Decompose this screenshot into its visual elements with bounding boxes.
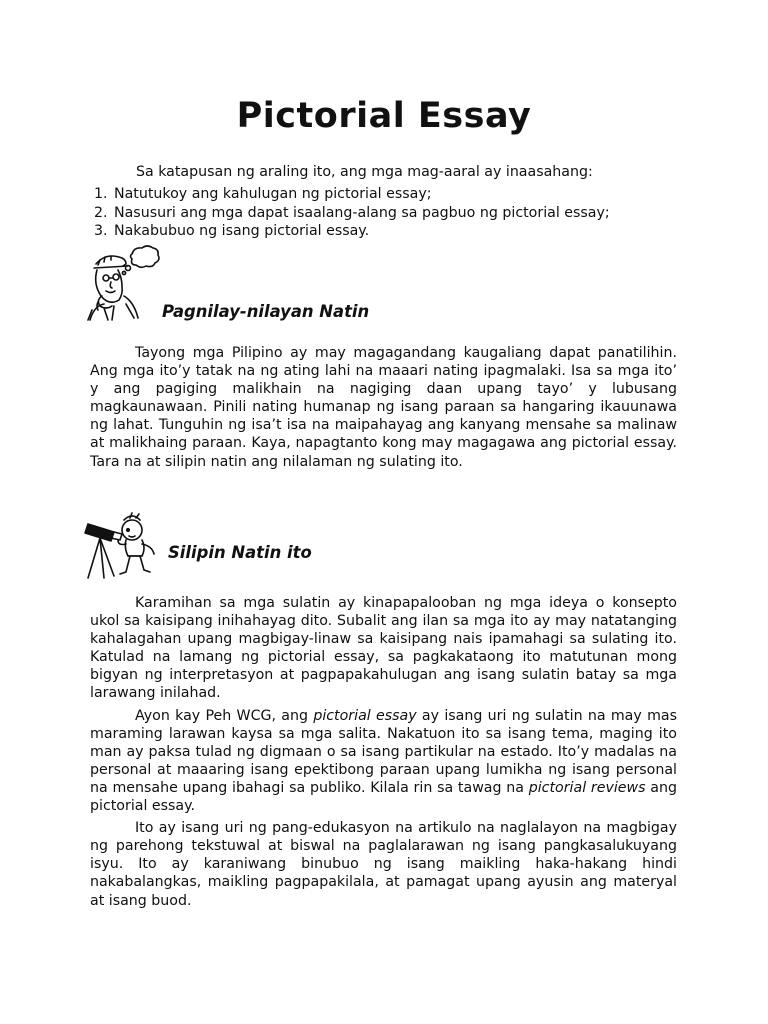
emphasis-term: pictorial reviews <box>528 779 646 796</box>
paragraph: Tayong mga Pilipino ay may magagandang kaugaliang dapat panatilihin. Ang mga ito’y tatak na ng ating lahi na maaari nating ipagmalaki. Isa sa mga ito’ y ang pagiging malikhain na nagiging daan upang tayo’ y lubusang magkaunawaan. Pinili nating humanap ng isang paraan sa hangaring ikauunawa ng lahat. Tunguhin ng isa’t isa na maipahayag ang kanyang mensahe sa malinaw at malikhaing paraan. Kaya, napagtanto kong may magagawa ang pictorial essay. Tara na at silipin natin ang nilalaman ng sulating ito. <box>90 345 677 470</box>
objective-item: 1. Natutukoy ang kahulugan ng pictorial essay; <box>112 185 680 204</box>
child-telescope-icon <box>84 512 158 582</box>
learning-objectives <box>90 163 680 241</box>
paragraph: Ayon kay Peh WCG, ang pictorial essay ay isang uri ng sulatin na may mas maraming larawan kaysa sa mga salita. Nakatuon ito sa isang tema, maging ito man ay paksa tulad ng digmaan o sa isang partikular na estado. Ito’y madalas na personal at maaaring isang epektibong paraan upang lumikha ng isang personal na mensahe upang ibahagi sa publiko. Kilala rin sa tawag na pictorial reviews ang pictorial essay. <box>90 707 677 815</box>
thinking-person-icon <box>84 244 162 322</box>
section-look-body <box>90 594 677 914</box>
section-look-header <box>84 512 684 584</box>
objective-item: 2. Nasusuri ang mga dapat isaalang-alang sa pagbuo ng pictorial essay; <box>112 204 680 223</box>
page-title: Pictorial Essay <box>236 96 532 136</box>
paragraph: Karamihan sa mga sulatin ay kinapapalooban ng mga ideya o konsepto ukol sa kaisipang inihahayag dito. Subalit ang ilan sa mga ito ay may natatanging kahalagahan upang magbigay-linaw sa kaisipang nais ipamahagi sa sulating ito. Katulad na lamang ng pictorial essay, sa pagkakataong ito matutunan mong bigyan ng interpretasyon at pagpapakahulugan ang isang sulatin batay sa mga larawang inilahad. <box>90 595 677 702</box>
section-reflect-body <box>90 344 677 475</box>
objectives-lead: Sa katapusan ng araling ito, ang mga mag-aaral ay inaasahang: <box>136 164 593 180</box>
objective-item: 3. Nakabubuo ng isang pictorial essay. <box>112 222 680 241</box>
section-heading: Silipin Natin ito <box>168 543 312 562</box>
section-reflect-header <box>84 244 684 324</box>
paragraph: Ito ay isang uri ng pang-edukasyon na artikulo na naglalayon na magbigay ng parehong tekstuwal at biswal na paglalarawan ng isang pangkasalukuyang isyu. Ito ay karaniwang binubuo ng isang maikling haka-hakang hindi nakabalangkas, maikling pagpapakilala, at pamagat upang ayusin ang materyal at isang buod. <box>90 820 677 909</box>
emphasis-term: pictorial essay <box>313 707 417 724</box>
objectives-list <box>90 185 680 241</box>
section-heading: Pagnilay-nilayan Natin <box>162 302 370 321</box>
